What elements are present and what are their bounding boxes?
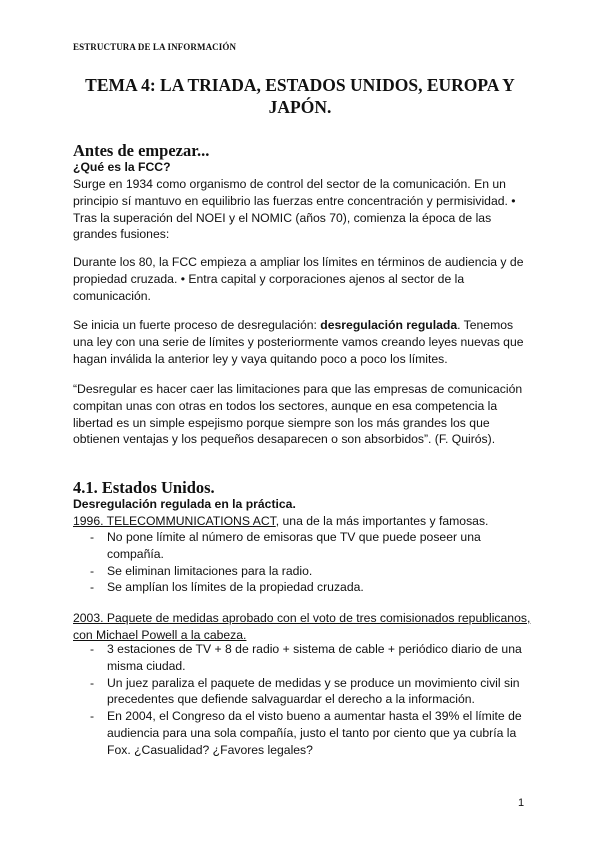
telecom-act-line	[73, 513, 533, 530]
telecom-act-description: , una de la más importantes y famosas.	[275, 514, 489, 528]
paragraph-desregulacion	[73, 317, 533, 367]
list-item: - No pone límite al número de emisoras que TV que puede poseer una compañía.	[90, 530, 481, 561]
list-item: - 3 estaciones de TV + 8 de radio + sistema de cable + periódico diario de una misma ciudad.	[90, 642, 522, 673]
dash-marker: -	[90, 530, 95, 544]
page-title: TEMA 4: LA TRIADA, ESTADOS UNIDOS, EUROPA Y JAPÓN.	[85, 75, 515, 117]
paragraph-desregulacion-end: . Tenemos una ley con una serie de límites y posteriormente vamos creando leyes nuevas que hagan inválida la anterior ley y vaya quitando poco a poco los límites.	[73, 318, 524, 366]
subheading-desregulacion-practica: Desregulación regulada en la práctica.	[73, 497, 296, 511]
quote-quiros: “Desregular es hacer caer las limitaciones para que las empresas de comunicación compitan unas con otras en todos los sectores, aunque en esa competencia la libertad es un simple espejismo porque siempre son los más grandes los que obtienen ventajas y los pequeños desaparecen o son absorbidos”. (F. Quirós).	[73, 382, 523, 447]
paquete-2003-list	[73, 641, 533, 759]
subheading-fcc: ¿Qué es la FCC?	[73, 160, 171, 174]
dash-marker: -	[90, 563, 95, 578]
page-number: 1	[518, 797, 525, 809]
dash-marker: -	[90, 642, 95, 656]
list-item: - Se amplían los límites de la propiedad cruzada.	[90, 580, 364, 595]
telecom-act-list	[73, 529, 533, 596]
term-desregulacion-regulada: desregulación regulada	[320, 318, 458, 332]
paragraph-fcc-80s: Durante los 80, la FCC empieza a ampliar los límites en términos de audiencia y de propiedad cruzada. • Entra capital y corporaciones ajenos al sector de la comunicación.	[73, 255, 524, 303]
dash-marker: -	[90, 675, 95, 690]
telecom-act-title: 1996. TELECOMMUNICATIONS ACT	[73, 514, 276, 528]
list-item: - En 2004, el Congreso da el visto bueno a aumentar hasta el 39% el límite de audiencia para una sola compañía, justo el tanto por ciento que ya cubría la Fox. ¿Casualidad? ¿Favores legales?	[90, 709, 522, 757]
dash-marker: -	[90, 580, 95, 595]
list-item: - Un juez paraliza el paquete de medidas y se produce un movimiento civil sin precedentes que defiende salvaguardar el derecho a la información.	[90, 675, 520, 707]
running-header: ESTRUCTURA DE LA INFORMACIÓN	[73, 42, 237, 52]
section-heading-antes: Antes de empezar...	[73, 141, 210, 160]
paragraph-desregulacion-start: Se inicia un fuerte proceso de desregulación:	[73, 318, 321, 332]
section-heading-eeuu: 4.1. Estados Unidos.	[73, 478, 215, 497]
paquete-2003: 2003. Paquete de medidas aprobado con el voto de tres comisionados republicanos, con Michael Powell a la cabeza.	[73, 611, 531, 642]
list-item: - Se eliminan limitaciones para la radio.	[90, 563, 313, 578]
dash-marker: -	[90, 709, 95, 724]
paragraph-fcc-origin: Surge en 1934 como organismo de control del sector de la comunicación. En un principio sí mantuvo en equilibrio las fuerzas entre concentración y permisividad. • Tras la superación del NOEI y el NOMIC (años 70), comienza la época de las grandes fusiones:	[73, 177, 516, 242]
